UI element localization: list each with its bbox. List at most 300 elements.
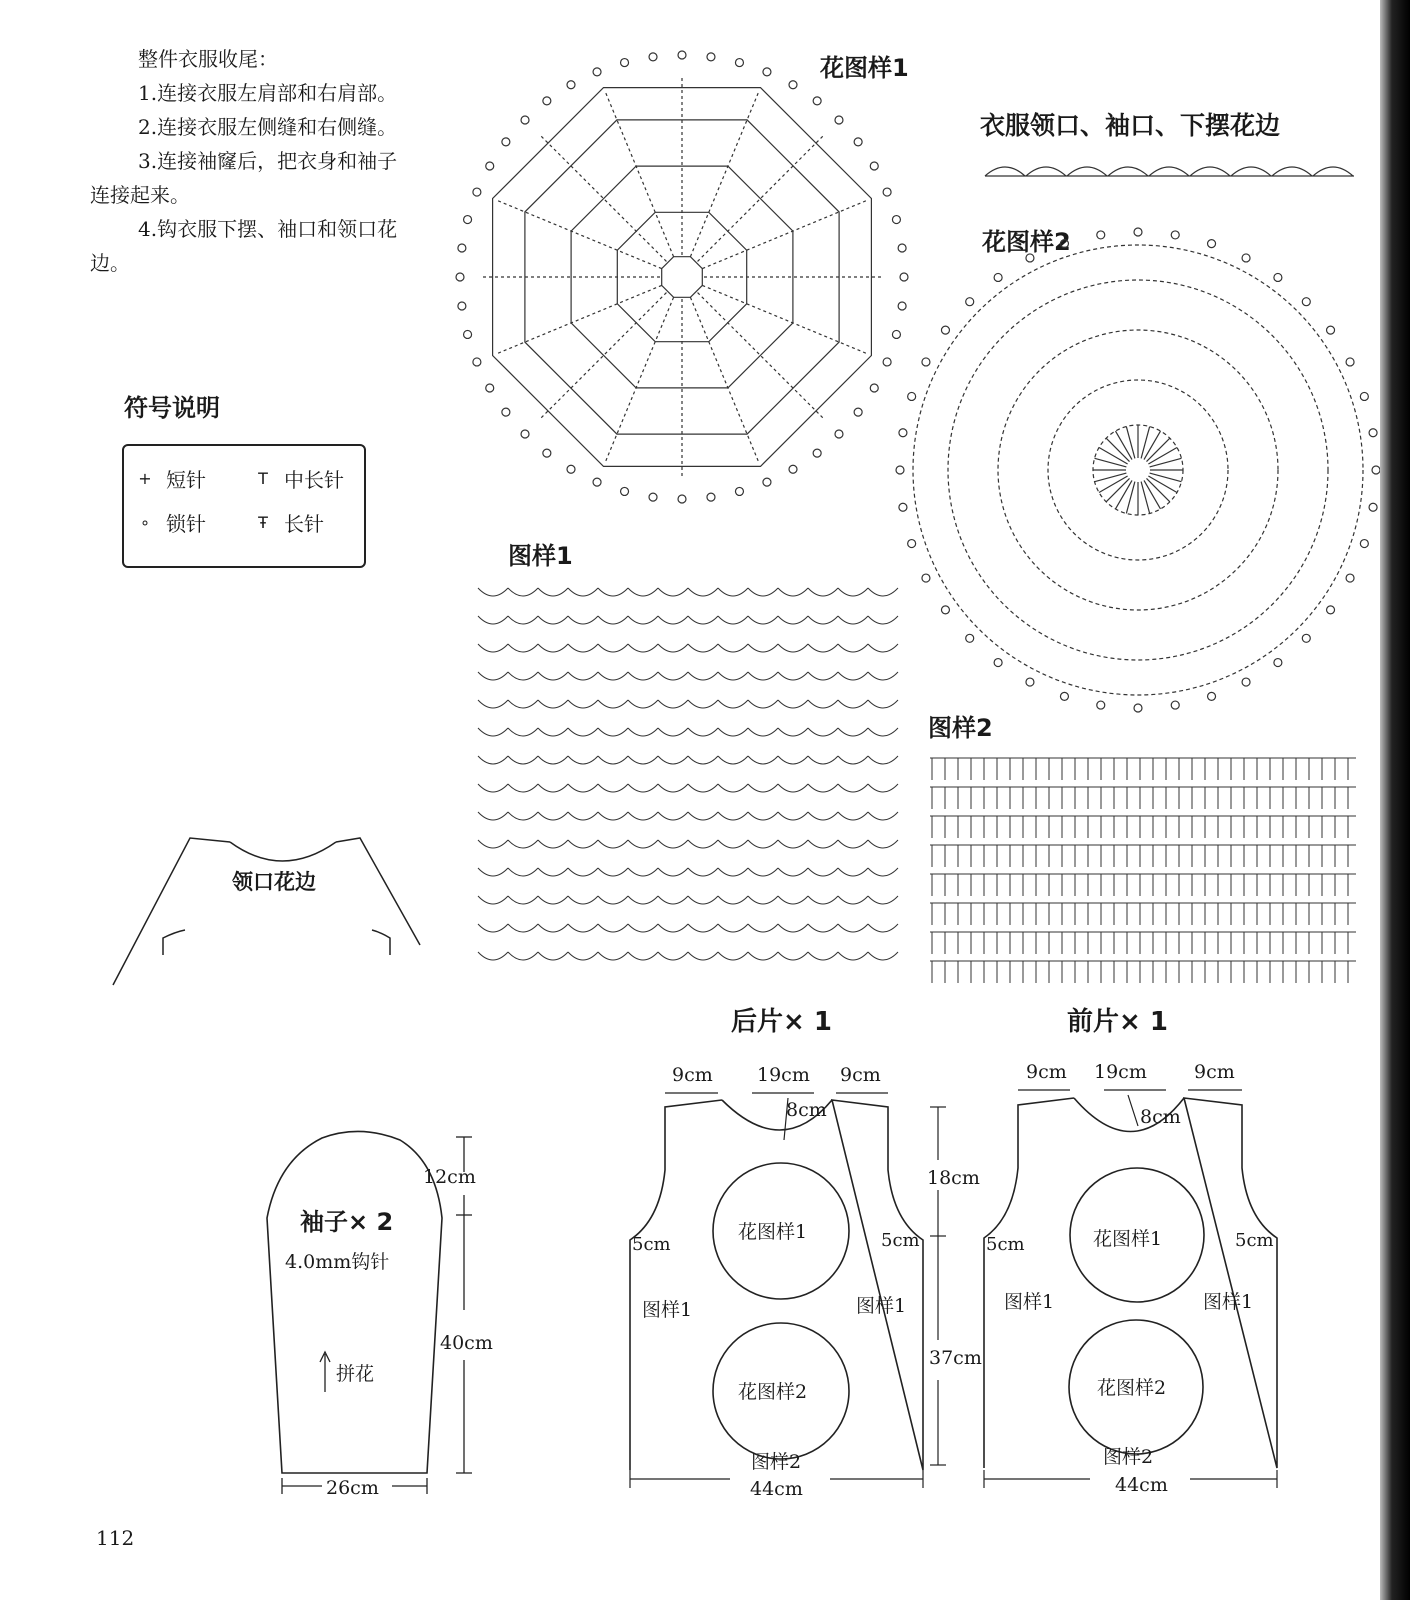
- back-pattern1-left: 图样1: [642, 1299, 693, 1321]
- flower1-picot: [502, 138, 510, 146]
- flower2-picot: [1208, 692, 1216, 700]
- pattern1-loop: [748, 868, 778, 876]
- pattern1-loop: [628, 672, 658, 680]
- pattern1-loop: [808, 840, 838, 848]
- pattern1-loop: [598, 672, 628, 680]
- flower1-picot: [543, 449, 551, 457]
- pattern1-loop: [568, 672, 598, 680]
- flower1-picot: [835, 430, 843, 438]
- pattern1-loop: [838, 588, 868, 596]
- flower1-spoke: [702, 285, 866, 353]
- pattern1-loop: [778, 868, 808, 876]
- pattern1-loop: [718, 672, 748, 680]
- pattern1-loop: [808, 896, 838, 904]
- pattern1-loop: [838, 924, 868, 932]
- neckline-label: 领口花边: [232, 870, 316, 894]
- pattern1-loop: [568, 728, 598, 736]
- flower1-picot: [707, 53, 715, 61]
- flower1-title: 花图样1: [820, 54, 909, 82]
- pattern1-loop: [598, 728, 628, 736]
- pattern1-loop: [478, 728, 508, 736]
- front-pattern1-left: 图样1: [1004, 1291, 1055, 1313]
- flower1-picot: [621, 59, 629, 67]
- pattern1-loop: [688, 952, 718, 960]
- flower1-spoke: [497, 200, 661, 268]
- flower2-picot: [1171, 231, 1179, 239]
- pattern1-loop: [808, 616, 838, 624]
- edging-scallop: [1313, 167, 1353, 176]
- pattern1-loop: [868, 672, 898, 680]
- pattern1-loop: [778, 756, 808, 764]
- pattern1-loop: [568, 756, 598, 764]
- pattern1-loop: [748, 728, 778, 736]
- pattern1-loop: [718, 616, 748, 624]
- pattern1-loop: [778, 784, 808, 792]
- flower1-picot: [763, 478, 771, 486]
- pattern1-loop: [688, 616, 718, 624]
- flower2-picot: [1097, 231, 1105, 239]
- edging-scallop: [985, 167, 1025, 176]
- single-crochet-icon: +: [138, 469, 152, 488]
- front-neck-width: 19cm: [1094, 1061, 1147, 1083]
- pattern1-loop: [838, 728, 868, 736]
- flower1-picot: [883, 358, 891, 366]
- sleeve-title: 袖子× 2: [300, 1208, 394, 1236]
- pattern1-loop: [778, 728, 808, 736]
- pattern1-loop: [568, 644, 598, 652]
- pattern1-loop: [568, 812, 598, 820]
- pattern1-loop: [508, 672, 538, 680]
- pattern1-loop: [688, 896, 718, 904]
- pattern1-loop: [508, 756, 538, 764]
- flower1-picot: [870, 384, 878, 392]
- flower1-picot: [458, 302, 466, 310]
- pattern1-loop: [808, 812, 838, 820]
- edging-scallop: [1149, 167, 1189, 176]
- flower1-picot: [543, 97, 551, 105]
- flower2-spoke: [1126, 482, 1135, 514]
- flower2-picot: [1026, 254, 1034, 262]
- instruction-step: 2.连接衣服左侧缝和右侧缝。: [138, 115, 398, 139]
- flower2-picot: [922, 358, 930, 366]
- pattern1-loop: [808, 588, 838, 596]
- flower1-picot: [813, 449, 821, 457]
- flower2-picot: [1302, 634, 1310, 642]
- pattern1-loop: [538, 812, 568, 820]
- pattern1-loop: [568, 588, 598, 596]
- pattern1-loop: [538, 588, 568, 596]
- pattern1-loop: [478, 756, 508, 764]
- pattern1-loop: [718, 588, 748, 596]
- pattern1-loop: [598, 784, 628, 792]
- instruction-step: 3.连接袖窿后，把衣身和袖子: [138, 149, 398, 173]
- pattern1-loop: [658, 700, 688, 708]
- flower1-picot: [521, 430, 529, 438]
- pattern1-loop: [868, 784, 898, 792]
- flower2-picot: [1242, 678, 1250, 686]
- pattern1-loop: [658, 812, 688, 820]
- pattern1-loop: [868, 616, 898, 624]
- pattern1-loop: [478, 644, 508, 652]
- pattern1-loop: [688, 588, 718, 596]
- front-title: 前片× 1: [1067, 1007, 1168, 1037]
- pattern1-loop: [658, 672, 688, 680]
- pattern1-loop: [778, 672, 808, 680]
- page-number: 112: [96, 1526, 135, 1550]
- edging-scallop: [1272, 167, 1312, 176]
- flower2-picot: [896, 466, 904, 474]
- back-pattern2-label: 图样2: [751, 1451, 802, 1473]
- pattern1-loop: [808, 672, 838, 680]
- back-pattern1-right: 图样1: [856, 1295, 907, 1317]
- flower2-picot: [1060, 240, 1068, 248]
- edging-chart: [985, 167, 1354, 176]
- flower1-spoke: [702, 200, 866, 268]
- pattern1-loop: [538, 616, 568, 624]
- pattern1-loop: [598, 868, 628, 876]
- legend-label: 短针: [166, 468, 206, 492]
- flower2-picot: [1274, 659, 1282, 667]
- pattern1-loop: [778, 812, 808, 820]
- flower2-picot: [899, 429, 907, 437]
- pattern1-loop: [688, 868, 718, 876]
- flower1-picot: [502, 408, 510, 416]
- flower1-picot: [707, 493, 715, 501]
- pattern1-loop: [658, 728, 688, 736]
- back-lower-height: 37cm: [929, 1347, 982, 1369]
- pattern1-loop: [748, 840, 778, 848]
- pattern1-loop: [538, 924, 568, 932]
- pattern1-loop: [568, 896, 598, 904]
- flower1-picot: [678, 51, 686, 59]
- flower2-picot: [1208, 240, 1216, 248]
- pattern1-loop: [598, 840, 628, 848]
- flower2-ring: [913, 245, 1363, 695]
- flower2-ring: [1048, 380, 1228, 560]
- edging-scallop: [1190, 167, 1230, 176]
- pattern1-loop: [868, 644, 898, 652]
- flower2-ring: [948, 280, 1328, 660]
- pattern1-loop: [748, 644, 778, 652]
- front-width: 44cm: [1115, 1474, 1168, 1496]
- pattern1-loop: [838, 896, 868, 904]
- pattern1-loop: [568, 616, 598, 624]
- front-piece-outline: [984, 1098, 1277, 1468]
- flower2-picot: [1134, 704, 1142, 712]
- pattern1-loop: [748, 756, 778, 764]
- pattern1-loop: [868, 924, 898, 932]
- front-shoulder-right: 9cm: [1194, 1061, 1235, 1083]
- pattern1-loop: [568, 952, 598, 960]
- flower1-picot: [813, 97, 821, 105]
- back-neck-width: 19cm: [757, 1064, 810, 1086]
- pattern1-loop: [508, 896, 538, 904]
- pattern1-loop: [778, 616, 808, 624]
- pattern1-loop: [748, 616, 778, 624]
- pattern1-loop: [688, 756, 718, 764]
- flower2-picot: [1274, 273, 1282, 281]
- pattern1-loop: [628, 840, 658, 848]
- flower1-picot: [892, 330, 900, 338]
- front-pattern1-right: 图样1: [1203, 1291, 1254, 1313]
- flower2-spoke: [1126, 427, 1135, 459]
- pattern1-loop: [778, 896, 808, 904]
- pattern1-loop: [778, 644, 808, 652]
- instructions-title: 整件衣服收尾：: [138, 47, 278, 71]
- flower1-picot: [486, 384, 494, 392]
- pattern1-loop: [658, 868, 688, 876]
- pattern1-loop: [748, 812, 778, 820]
- edging-scallop: [1067, 167, 1107, 176]
- pattern1-loop: [658, 588, 688, 596]
- pattern1-loop: [538, 700, 568, 708]
- pattern1-loop: [688, 924, 718, 932]
- flower2-picot: [1369, 503, 1377, 511]
- pattern1-loop: [718, 756, 748, 764]
- pattern1-loop: [628, 756, 658, 764]
- pattern1-loop: [808, 756, 838, 764]
- pattern1-loop: [808, 952, 838, 960]
- pattern1-loop: [478, 812, 508, 820]
- flower1-picot: [789, 81, 797, 89]
- pattern1-loop: [868, 700, 898, 708]
- back-flower1-label: 花图样1: [738, 1221, 808, 1243]
- back-title: 后片× 1: [731, 1007, 832, 1037]
- pattern1-loop: [538, 840, 568, 848]
- pattern2-title: 图样2: [928, 714, 993, 742]
- pattern1-loop: [838, 952, 868, 960]
- flower2-picot: [922, 574, 930, 582]
- edging-scallop: [1231, 167, 1271, 176]
- pattern1-loop: [658, 840, 688, 848]
- pattern1-loop: [748, 700, 778, 708]
- pattern1-loop: [508, 868, 538, 876]
- flower2-picot: [966, 634, 974, 642]
- back-dim-lines: [630, 1093, 946, 1488]
- flower2-spoke: [1150, 458, 1182, 467]
- pattern1-loop: [808, 728, 838, 736]
- pattern1-loop: [478, 784, 508, 792]
- flower1-picot: [486, 162, 494, 170]
- pattern1-loop: [718, 784, 748, 792]
- front-dim-lines: [984, 1090, 1277, 1488]
- pattern1-loop: [808, 924, 838, 932]
- pattern1-loop: [868, 896, 898, 904]
- pattern1-loop: [778, 700, 808, 708]
- pattern1-loop: [568, 868, 598, 876]
- flower1-picot: [835, 116, 843, 124]
- pattern1-loop: [568, 700, 598, 708]
- pattern1-loop: [508, 728, 538, 736]
- pattern1-loop: [538, 756, 568, 764]
- pattern1-loop: [508, 784, 538, 792]
- sleeve-width: 26cm: [326, 1477, 379, 1499]
- edging-scallop: [1108, 167, 1148, 176]
- flower2-picot: [994, 273, 1002, 281]
- flower2-spoke: [1150, 473, 1182, 482]
- sleeve-cap-height: 12cm: [423, 1166, 476, 1188]
- flower1-spoke: [690, 92, 758, 256]
- pattern1-loop: [808, 644, 838, 652]
- pattern1-loop: [838, 644, 868, 652]
- pattern1-loop: [718, 644, 748, 652]
- neckline-sketch: [113, 838, 420, 985]
- pattern1-loop: [508, 644, 538, 652]
- pattern1-loop: [628, 588, 658, 596]
- pattern1-loop: [628, 812, 658, 820]
- sleeve-length: 40cm: [440, 1332, 493, 1354]
- legend-label: 锁针: [166, 512, 206, 536]
- instruction-step: 1.连接衣服左肩部和右肩部。: [138, 81, 398, 105]
- pattern1-loop: [718, 952, 748, 960]
- pattern1-loop: [658, 644, 688, 652]
- flower1-picot: [649, 493, 657, 501]
- pattern1-loop: [628, 644, 658, 652]
- pattern1-loop: [718, 840, 748, 848]
- flower1-picot: [735, 487, 743, 495]
- pattern1-loop: [478, 588, 508, 596]
- pattern1-loop: [478, 924, 508, 932]
- pattern1-loop: [688, 672, 718, 680]
- pattern1-loop: [808, 700, 838, 708]
- pattern1-loop: [748, 924, 778, 932]
- pattern1-loop: [838, 840, 868, 848]
- flower1-picot: [854, 408, 862, 416]
- flower1-picot: [678, 495, 686, 503]
- back-neck-depth: 8cm: [786, 1099, 827, 1121]
- pattern1-loop: [778, 952, 808, 960]
- pattern1-loop: [658, 784, 688, 792]
- flower1-picot: [870, 162, 878, 170]
- pattern1-loop: [508, 924, 538, 932]
- flower2-picot: [908, 540, 916, 548]
- flower2-chart: [896, 228, 1380, 712]
- sleeve-arrow-label: 拼花: [336, 1363, 375, 1385]
- flower1-picot: [593, 68, 601, 76]
- pattern1-loop: [628, 784, 658, 792]
- flower1-spoke: [605, 92, 673, 256]
- flower2-title: 花图样2: [982, 228, 1071, 256]
- pattern1-loop: [598, 756, 628, 764]
- flower2-ring: [998, 330, 1278, 610]
- instruction-step: 连接起来。: [90, 183, 190, 207]
- flower2-picot: [1372, 466, 1380, 474]
- flower2-picot: [908, 392, 916, 400]
- pattern1-loop: [478, 700, 508, 708]
- instruction-step: 4.钩衣服下摆、袖口和领口花: [138, 217, 398, 241]
- flower1-chart: [456, 51, 908, 503]
- pattern1-chart: [478, 588, 898, 960]
- half-double-crochet-icon: T: [258, 469, 268, 488]
- flower2-picot: [1346, 574, 1354, 582]
- front-flower1-label: 花图样1: [1093, 1228, 1163, 1250]
- pattern1-loop: [538, 868, 568, 876]
- pattern1-loop: [628, 924, 658, 932]
- pattern1-loop: [478, 840, 508, 848]
- flower2-picot: [941, 606, 949, 614]
- flower1-picot: [789, 465, 797, 473]
- pattern1-loop: [628, 952, 658, 960]
- pattern1-loop: [568, 924, 598, 932]
- flower2-picot: [1242, 254, 1250, 262]
- pattern1-loop: [538, 896, 568, 904]
- pattern1-loop: [838, 616, 868, 624]
- pattern1-loop: [628, 616, 658, 624]
- flower1-picot: [456, 273, 464, 281]
- flower1-picot: [898, 302, 906, 310]
- flower2-picot: [1302, 298, 1310, 306]
- pattern1-loop: [628, 728, 658, 736]
- pattern1-loop: [538, 672, 568, 680]
- flower1-picot: [892, 216, 900, 224]
- flower2-spoke: [1095, 458, 1127, 467]
- back-piece-outline: [630, 1100, 923, 1470]
- pattern1-loop: [538, 644, 568, 652]
- sleeve-hook-size: 4.0mm钩针: [285, 1251, 390, 1273]
- pattern1-loop: [748, 896, 778, 904]
- pattern1-loop: [478, 672, 508, 680]
- pattern1-loop: [598, 700, 628, 708]
- pattern1-loop: [688, 784, 718, 792]
- pattern1-loop: [598, 812, 628, 820]
- pattern1-loop: [478, 896, 508, 904]
- front-shoulder-left: 9cm: [1026, 1061, 1067, 1083]
- flower2-spoke: [1141, 427, 1150, 459]
- flower1-ring: [662, 257, 703, 298]
- back-shoulder-right: 9cm: [840, 1064, 881, 1086]
- flower1-spoke: [690, 297, 758, 461]
- pattern1-loop: [808, 784, 838, 792]
- flower2-picot: [994, 659, 1002, 667]
- pattern1-loop: [838, 672, 868, 680]
- flower2-picot: [1360, 392, 1368, 400]
- flower1-picot: [521, 116, 529, 124]
- front-pattern2-label: 图样2: [1103, 1446, 1154, 1468]
- edging-scallop: [1026, 167, 1066, 176]
- back-upper-height: 18cm: [927, 1167, 980, 1189]
- back-armhole-left: 5cm: [632, 1234, 671, 1255]
- flower1-picot: [593, 478, 601, 486]
- pattern1-loop: [868, 868, 898, 876]
- front-neck-depth: 8cm: [1140, 1106, 1181, 1128]
- flower1-picot: [900, 273, 908, 281]
- pattern1-loop: [688, 812, 718, 820]
- back-width: 44cm: [750, 1478, 803, 1500]
- edging-title: 衣服领口、袖口、下摆花边: [980, 111, 1281, 140]
- flower2-picot: [1097, 701, 1105, 709]
- pattern1-loop: [808, 868, 838, 876]
- pattern1-loop: [658, 616, 688, 624]
- pattern1-loop: [868, 728, 898, 736]
- pattern1-loop: [688, 728, 718, 736]
- pattern1-loop: [628, 700, 658, 708]
- pattern1-loop: [718, 700, 748, 708]
- flower1-picot: [621, 487, 629, 495]
- pattern1-loop: [658, 924, 688, 932]
- pattern1-loop: [688, 644, 718, 652]
- front-flower2-label: 花图样2: [1097, 1377, 1167, 1399]
- pattern1-loop: [568, 784, 598, 792]
- flower1-picot: [763, 68, 771, 76]
- pattern1-loop: [868, 588, 898, 596]
- flower2-picot: [1060, 692, 1068, 700]
- pattern1-loop: [748, 588, 778, 596]
- pattern1-loop: [598, 896, 628, 904]
- legend-label: 长针: [284, 512, 324, 536]
- instruction-step: 边。: [90, 251, 130, 275]
- pattern1-loop: [658, 952, 688, 960]
- pattern1-loop: [778, 588, 808, 596]
